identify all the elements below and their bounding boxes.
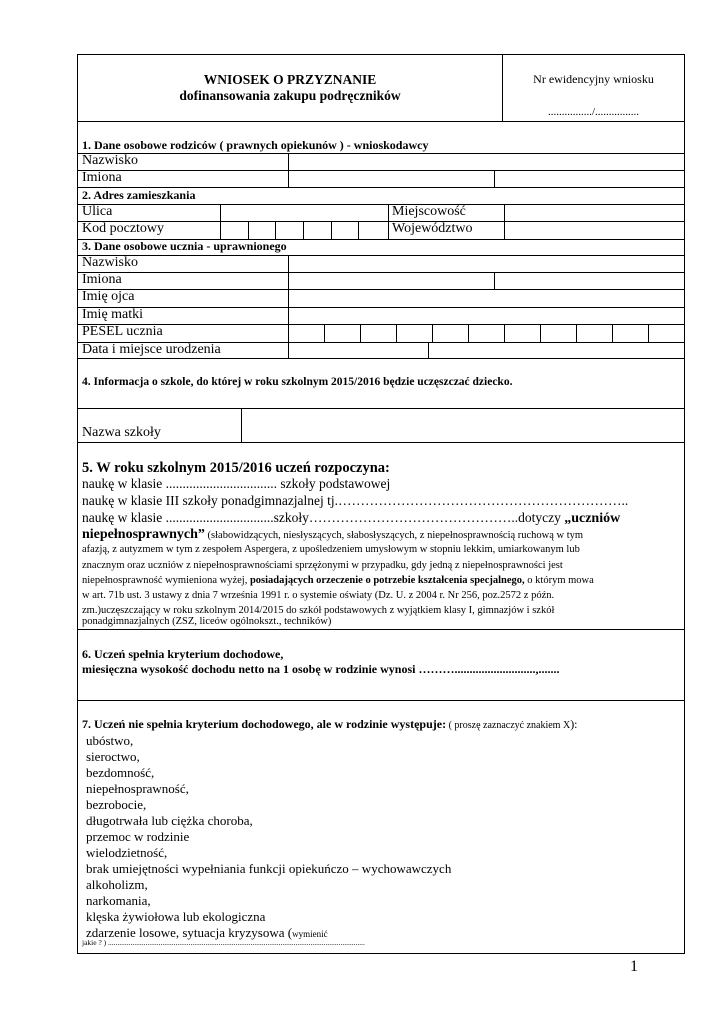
section5-line10: ponadgimnazjalnych (ZSZ, liceów ogólnokszt., techników) — [82, 616, 332, 627]
option-random-event-label: zdarzenie losowe, sytuacja kryzysowa ( — [86, 925, 293, 940]
option-domestic-violence[interactable]: przemoc w rodzinie — [86, 829, 190, 844]
student-names-label: Imiona — [82, 272, 122, 287]
section5-line6: znacznym oraz uczniów z niepełnosprawnościami sprzężonymi w przypadku, gdy jedną z niepełnosprawności jest — [82, 560, 563, 571]
section6-line1: 6. Uczeń spełnia kryterium dochodowe, — [82, 647, 284, 661]
parent-names-field[interactable] — [289, 171, 684, 186]
section5-line1: naukę w klasie ................................. szkoły podstawowej — [82, 476, 391, 491]
option-unemployment[interactable]: bezrobocie, — [86, 797, 147, 812]
section5-line8: w art. 71b ust. 3 ustawy z dnia 7 września 1991 r. o systemie oświaty (Dz. U. z 2004 r. Nr 256, poz.2572 z późn. — [82, 590, 555, 601]
birth-field[interactable] — [289, 343, 684, 357]
section5-line3 — [82, 510, 620, 527]
street-field[interactable] — [221, 205, 388, 220]
section7-title: 7. Uczeń nie spełnia kryterium dochodowego, ale w rodzinie występuje: — [82, 717, 447, 731]
page-number: 1 — [630, 958, 638, 975]
option-alcoholism[interactable]: alkoholizm, — [86, 877, 148, 892]
father-name-field[interactable] — [289, 290, 684, 305]
section5-line4 — [82, 526, 583, 543]
option-care-skills[interactable]: brak umiejętności wypełniania funkcji opiekuńczo – wychowawczych — [86, 861, 452, 876]
section5-line2: naukę w klasie III szkoły ponadgimnazjalnej tj.……………………………………………………….. — [82, 493, 629, 508]
section7-title-row — [82, 717, 578, 732]
section5-line5: afazją, z autyzmem w tym z zespołem Aspergera, z upośledzeniem umysłowym w stopniu lekkim, umiarkowanym lub — [82, 544, 580, 555]
form-subtitle: dofinansowania zakupu podręczników — [179, 88, 401, 103]
option-poverty[interactable]: ubóstwo, — [86, 733, 134, 748]
section2-title: 2. Adres zamieszkania — [82, 188, 196, 202]
mother-name-label: Imię matki — [82, 307, 144, 322]
option-disaster[interactable]: klęska żywiołowa lub ekologiczna — [86, 909, 266, 924]
voivodeship-label: Województwo — [392, 221, 473, 236]
section6-line2: miesięczna wysokość dochodu netto na 1 osobę w rodzinie wynosi ………...........................,....... — [82, 662, 560, 676]
school-name-field[interactable] — [242, 409, 684, 441]
parent-surname-field[interactable] — [289, 154, 684, 169]
section5-line4-text: (słabowidzących, niesłyszących, słabosłyszących, z niepełnosprawnością ruchową w tym — [204, 530, 584, 541]
option-homelessness[interactable]: bezdomność, — [86, 765, 155, 780]
section5-line7-end: o którym mowa — [524, 575, 594, 586]
postal-code-field[interactable] — [221, 222, 387, 238]
father-name-label: Imię ojca — [82, 289, 135, 304]
section1-title: 1. Dane osobowe rodziców ( prawnych opiekunów ) - wnioskodawcy — [82, 138, 429, 152]
city-label: Miejscowość — [392, 204, 466, 219]
section5-line9: zm.)uczęszczający w roku szkolnym 2014/2015 do szkół podstawowych z wyjątkiem klasy I, gimnazjów i szkół — [82, 605, 555, 616]
option-drug-addiction[interactable]: narkomania, — [86, 893, 151, 908]
postal-code-label: Kod pocztowy — [82, 221, 165, 236]
section3-title: 3. Dane osobowe ucznia - uprawnionego — [82, 239, 287, 253]
section5-title: 5. W roku szkolnym 2015/2016 uczeń rozpoczyna: — [82, 460, 390, 476]
street-label: Ulica — [82, 204, 113, 219]
section5-line7-bold: posiadających orzeczenie o potrzebie kształcenia specjalnego, — [249, 575, 525, 586]
student-names-field[interactable] — [289, 273, 684, 288]
section7-note-end: ): — [570, 717, 578, 731]
option-orphanhood[interactable]: sieroctwo, — [86, 749, 140, 764]
nr-label: Nr ewidencyjny wniosku — [533, 72, 654, 86]
section5-line7 — [82, 575, 594, 586]
section5-line3-bold: „uczniów — [564, 511, 621, 526]
school-name-label: Nazwa szkoły — [82, 425, 161, 440]
section5-line4-bold: niepełnosprawnych” — [82, 527, 205, 542]
section5-line3-text: naukę w klasie ................................szkoły………………………………………..dotyczy — [82, 510, 565, 525]
parent-names-label: Imiona — [82, 170, 122, 185]
form-title: WNIOSEK O PRZYZNANIE — [203, 72, 377, 87]
section4-title: 4. Informacja o szkole, do której w roku szkolnym 2015/2016 będzie uczęszczać dziecko. — [82, 376, 513, 388]
nr-field[interactable]: ................/................ — [547, 106, 640, 118]
option-large-family[interactable]: wielodzietność, — [86, 845, 168, 860]
birth-label: Data i miejsce urodzenia — [82, 342, 221, 357]
mother-name-field[interactable] — [289, 308, 684, 323]
pesel-label: PESEL ucznia — [82, 324, 163, 339]
option-illness[interactable]: długotrwała lub ciężka choroba, — [86, 813, 253, 828]
student-surname-field[interactable] — [289, 256, 684, 271]
student-surname-label: Nazwisko — [82, 255, 138, 270]
parent-surname-label: Nazwisko — [82, 153, 138, 168]
city-field[interactable] — [505, 205, 684, 220]
option-disability[interactable]: niepełnosprawność, — [86, 781, 189, 796]
voivodeship-field[interactable] — [505, 222, 684, 238]
section7-note: ( proszę zaznaczyć znakiem X — [446, 720, 571, 731]
section5-line7-text: niepełnosprawność wymieniona wyżej, — [82, 575, 250, 586]
option-other-specify[interactable]: jakie ? ) ......................................................................................................................................... — [82, 938, 365, 947]
option-random-event-note: wymienić — [292, 929, 328, 939]
pesel-field[interactable] — [289, 325, 684, 341]
